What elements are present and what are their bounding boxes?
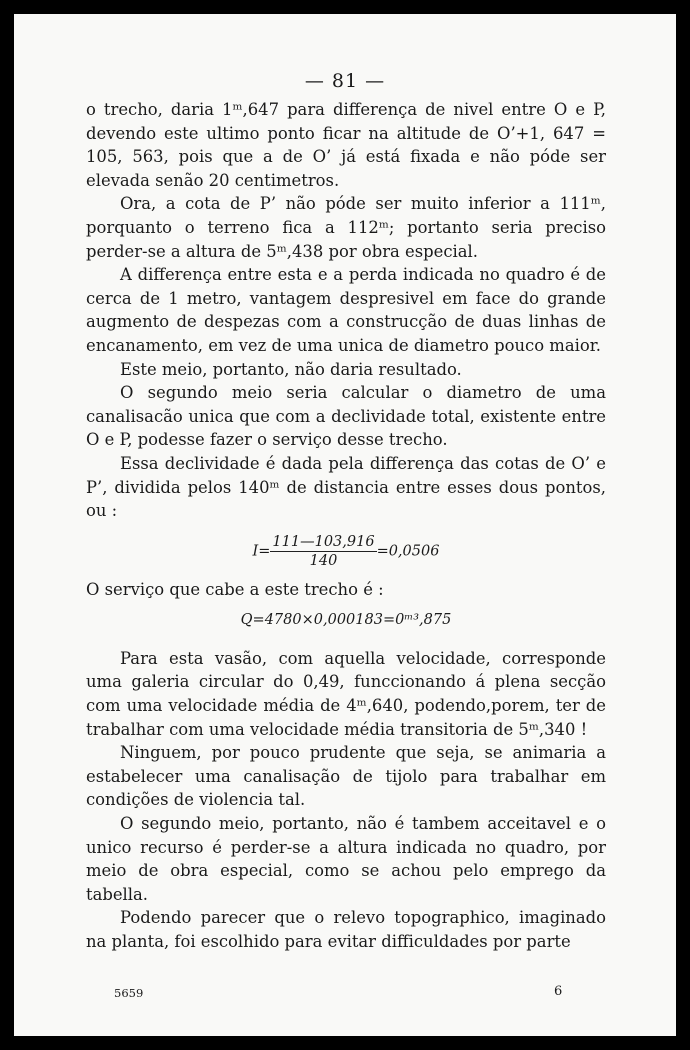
formula-lhs: I=: [252, 543, 271, 560]
flow-formula: Q=4780×0,000183=0ᵐ³,875: [240, 612, 452, 629]
paragraph-6: Essa declividade é dada pela differença das cotas de O’ e P’, dividida pelos 140ᵐ de distancia entre esses dous pontos, ou :: [86, 453, 606, 521]
slope-formula: [86, 533, 606, 570]
formula-fraction: [270, 533, 376, 570]
page-number: — 81 —: [304, 70, 386, 92]
paragraph-9: O segundo meio, portanto, não é tambem acceitavel e o unico recurso é perder-se a altura indicada no quadro, por meio de obra especial, como se achou pelo emprego da tabella.: [86, 814, 606, 904]
paragraph-7: Para esta vasão, com aquella velocidade, corresponde uma galeria circular do 0,49, funccionando á plena secção com uma velocidade média de 4ᵐ,640, podendo,porem, ter de trabalhar com uma velocidade média transitoria de 5ᵐ,340 !: [86, 648, 606, 739]
paragraph-3: A differença entre esta e a perda indicada no quadro é de cerca de 1 metro, vantagem despresivel em face do grande augmento de despezas com a construcção de duas linhas de encanamento, em vez de uma unica de diametro pouco maior.: [86, 265, 606, 355]
paragraph-10: Podendo parecer que o relevo topographico, imaginado na planta, foi escolhido para evitar difficuldades por parte: [86, 908, 606, 951]
footer-signature-number: 5659: [114, 986, 144, 1000]
paragraph-4: Este meio, portanto, não daria resultado.: [120, 359, 462, 379]
document-page: [14, 14, 676, 1036]
paragraph-8: Ninguem, por pouco prudente que seja, se animaria a estabelecer uma canalisação de tijolo para trabalhar em condições de violencia tal.: [86, 743, 606, 810]
service-line: O serviço que cabe a este trecho é :: [86, 579, 384, 599]
footer-sheet-number: 6: [554, 984, 563, 999]
formula-rhs: =0,0506: [376, 543, 440, 560]
paragraph-5: O segundo meio seria calcular o diametro de uma canalisacão unica que com a declividade total, existente entre O e P, podesse fazer o serviço desse trecho.: [86, 383, 606, 450]
paragraph-1: o trecho, daria 1ᵐ,647 para differença de nivel entre O e P, devendo este ultimo ponto ficar na altitude de O’+1, 647 = 105, 563, pois que a de O’ já está fixada e não póde ser elevada senão 20 centimetros.: [86, 100, 606, 190]
paragraph-2: Ora, a cota de P’ não póde ser muito inferior a 111ᵐ, porquanto o terreno fica a 112ᵐ; portanto seria preciso perder-se a altura de 5ᵐ,438 por obra especial.: [86, 194, 606, 261]
formula-denominator: 140: [309, 552, 338, 569]
page-body: [86, 98, 606, 954]
formula-numerator: 111—103,916: [272, 533, 375, 550]
